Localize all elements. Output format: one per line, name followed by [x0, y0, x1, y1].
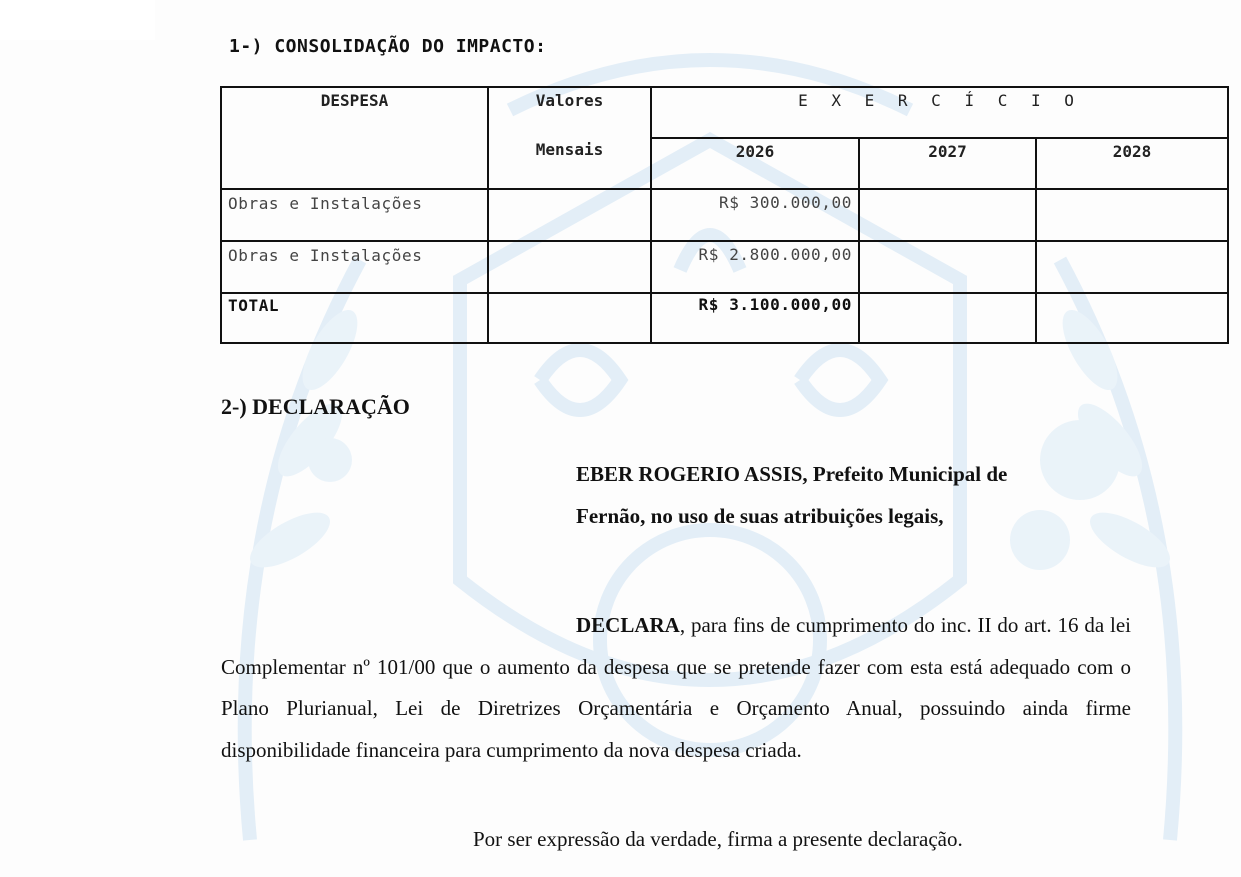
header-year-2028: 2028: [1036, 138, 1228, 189]
header-exercicio: E X E R C Í C I O: [651, 87, 1228, 138]
header-year-2026: 2026: [651, 138, 859, 189]
table-row: [221, 241, 1228, 293]
row-value-2026: R$ 300.000,00: [651, 189, 859, 241]
declarant-line-2: Fernão, no uso de suas atribuições legais,: [576, 504, 944, 528]
table-row: [221, 189, 1228, 241]
total-value-2028: [1036, 293, 1228, 343]
header-year-2027: 2027: [859, 138, 1036, 189]
row-value-2027: [859, 241, 1036, 293]
header-valores-mensais: [488, 87, 651, 189]
row-mensais: [488, 189, 651, 241]
impact-table: [220, 86, 1229, 344]
table-header-row: [221, 87, 1228, 138]
declaration-paragraph: [221, 605, 1131, 771]
total-mensais: [488, 293, 651, 343]
total-value-2027: [859, 293, 1036, 343]
section-1-title: 1-) CONSOLIDAÇÃO DO IMPACTO:: [229, 36, 547, 57]
row-mensais: [488, 241, 651, 293]
header-valores-line2: Mensais: [535, 140, 604, 159]
declarant-line-1: EBER ROGERIO ASSIS, Prefeito Municipal de: [576, 462, 1008, 486]
declara-word: DECLARA: [576, 613, 680, 637]
header-valores-line1: Valores: [535, 91, 604, 110]
section-2-title: 2-) DECLARAÇÃO: [221, 394, 410, 419]
row-value-2028: [1036, 189, 1228, 241]
page-top-margin: [0, 0, 155, 40]
closing-sentence: Por ser expressão da verdade, firma a presente declaração.: [473, 827, 963, 851]
total-label: TOTAL: [221, 293, 488, 343]
row-despesa: Obras e Instalações: [221, 241, 488, 293]
row-value-2027: [859, 189, 1036, 241]
declaration-text: , para fins de cumprimento do inc. II do art. 16 da lei Complementar nº 101/00 que o aumento da despesa que se pretende fazer com esta está adequado com o Plano Plurianual, Lei de Diretrizes Orçamentária e Orçamento Anual, possuindo ainda firme disponibilidade financeira para cumprimento da nova despesa criada.: [221, 613, 1131, 762]
total-value-2026: R$ 3.100.000,00: [651, 293, 859, 343]
row-value-2026: R$ 2.800.000,00: [651, 241, 859, 293]
header-despesa: DESPESA: [221, 87, 488, 189]
table-total-row: [221, 293, 1228, 343]
row-value-2028: [1036, 241, 1228, 293]
row-despesa: Obras e Instalações: [221, 189, 488, 241]
